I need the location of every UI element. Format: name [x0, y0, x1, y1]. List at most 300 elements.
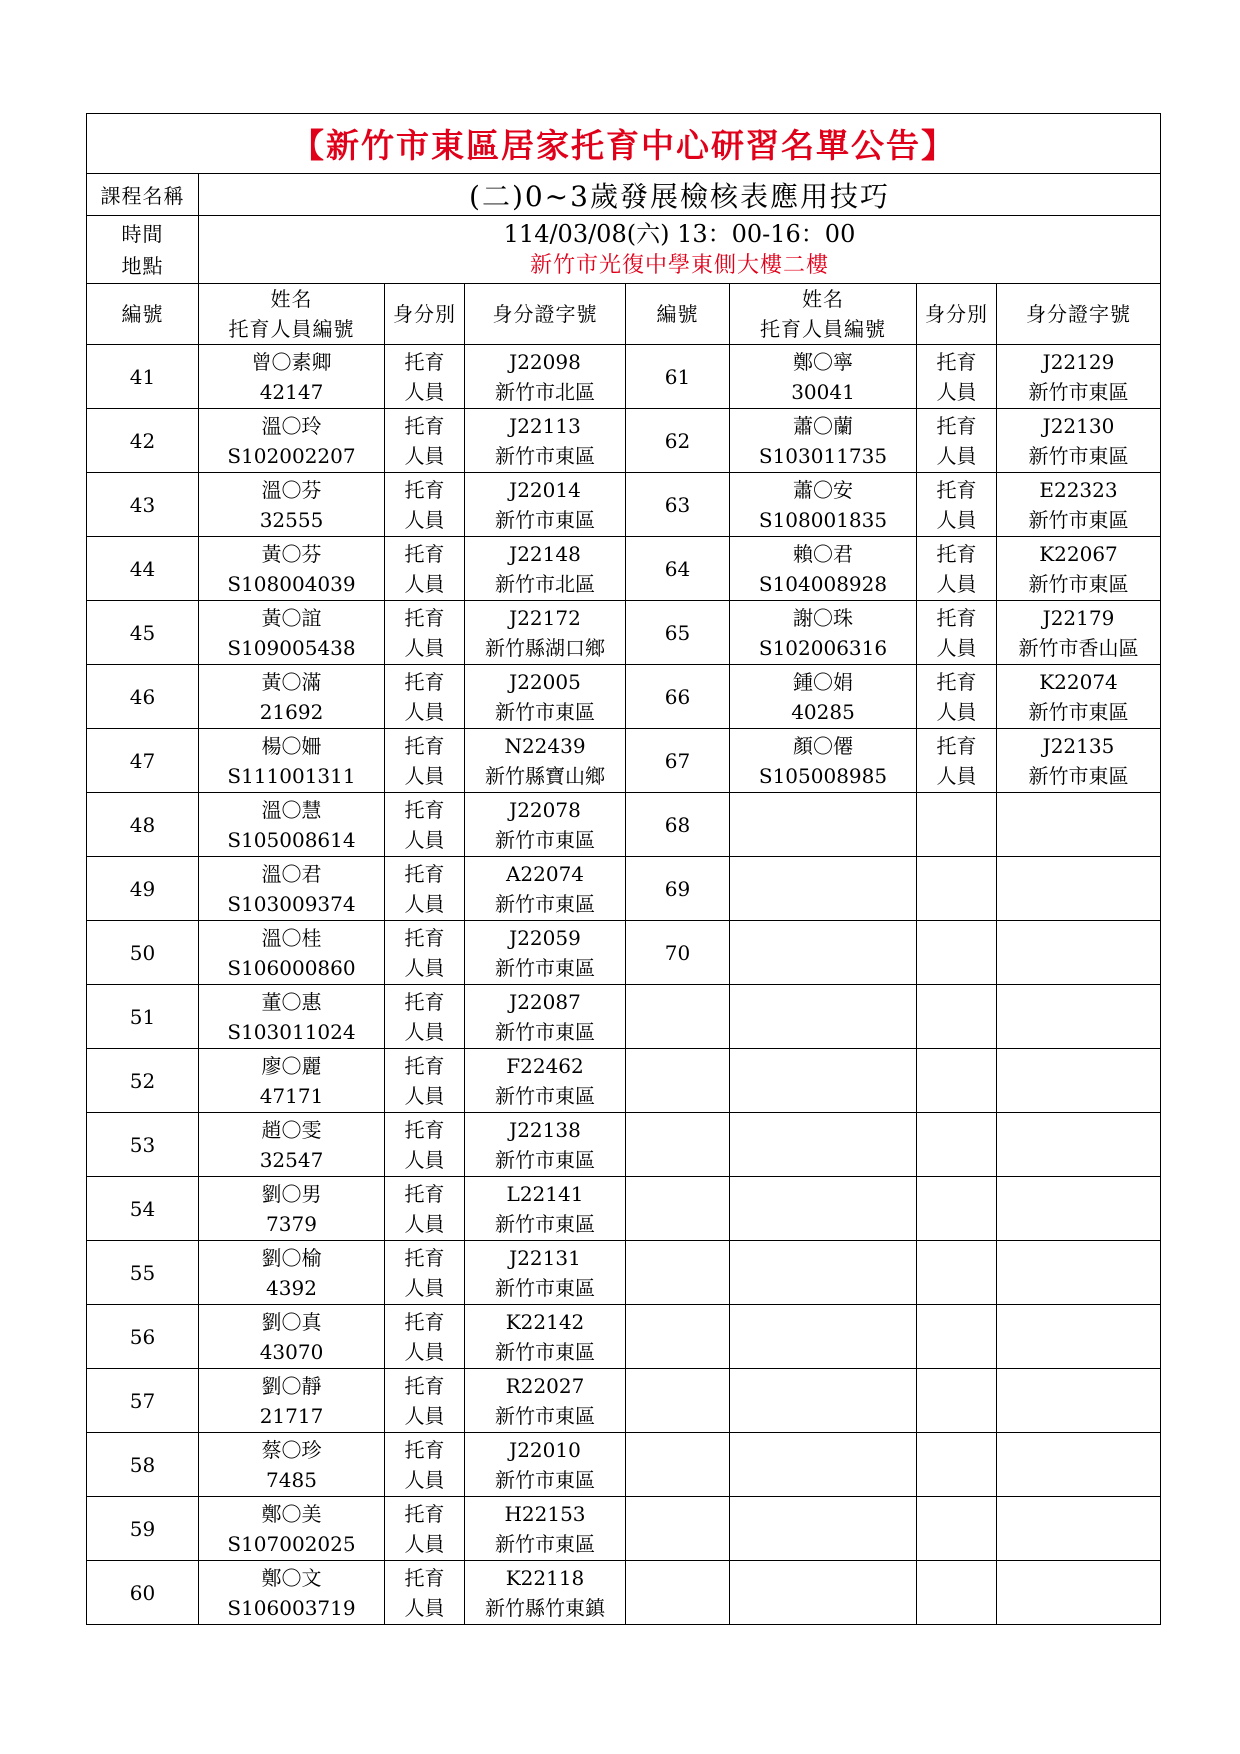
- entry-number: 69: [626, 857, 730, 921]
- entry-name: 廖〇麗: [261, 1053, 322, 1078]
- entry-role-cell: [385, 409, 465, 473]
- roster-table: [86, 113, 1161, 1625]
- entry-id-cell: [465, 1305, 626, 1369]
- entry-id-cell: [997, 921, 1161, 985]
- entry-id-code: J22005: [509, 669, 581, 694]
- entry-name-cell: [730, 1561, 917, 1625]
- entry-role-line1: 托育: [404, 413, 445, 438]
- time-place-label: [87, 216, 199, 284]
- entry-name-cell: [730, 985, 917, 1049]
- entry-name: 劉〇靜: [261, 1373, 322, 1398]
- entry-name-cell: [730, 409, 917, 473]
- entry-area: 新竹市東區: [495, 955, 595, 980]
- entry-area: 新竹市東區: [1028, 443, 1129, 468]
- entry-id-cell: [997, 1049, 1161, 1113]
- table-row: [87, 1241, 1161, 1305]
- entry-number: 52: [87, 1049, 199, 1113]
- entry-area: 新竹市東區: [495, 1275, 595, 1300]
- entry-id-code: J22129: [1042, 349, 1115, 374]
- entry-role-cell: [917, 1177, 997, 1241]
- entry-area: 新竹市北區: [495, 379, 595, 404]
- entry-number: 62: [626, 409, 730, 473]
- header-id-code-2: 身分證字號: [997, 284, 1161, 345]
- entry-name-cell: [730, 1241, 917, 1305]
- entry-role-line2: 人員: [404, 1403, 445, 1428]
- table-row: [87, 921, 1161, 985]
- entry-number: 50: [87, 921, 199, 985]
- entry-name-cell: [199, 921, 385, 985]
- entry-name-cell: [730, 921, 917, 985]
- entry-number: 68: [626, 793, 730, 857]
- entry-id-cell: [465, 409, 626, 473]
- entry-id-code: J22113: [509, 413, 581, 438]
- entry-number: 45: [87, 601, 199, 665]
- entry-name: 溫〇芬: [261, 477, 322, 502]
- entry-id-code: K22142: [505, 1309, 585, 1334]
- entry-id-code: J22010: [509, 1437, 581, 1462]
- entry-id-cell: [997, 1433, 1161, 1497]
- entry-name-cell: [199, 537, 385, 601]
- entry-name-cell: [199, 1433, 385, 1497]
- entry-id-code: E22323: [1039, 477, 1118, 502]
- entry-number: 42: [87, 409, 199, 473]
- entry-id-cell: [465, 665, 626, 729]
- entry-id-cell: [997, 1177, 1161, 1241]
- entry-role-cell: [917, 409, 997, 473]
- entry-id-cell: [465, 473, 626, 537]
- entry-caregiver-id: S103011024: [227, 1019, 356, 1044]
- entry-caregiver-id: 21692: [259, 699, 324, 724]
- entry-id-code: J22138: [509, 1117, 581, 1142]
- entry-area: 新竹市東區: [495, 891, 595, 916]
- entry-role-line1: 托育: [404, 861, 445, 886]
- entry-id-code: J22131: [509, 1245, 581, 1270]
- entry-role-cell: [385, 729, 465, 793]
- entry-name-cell: [199, 345, 385, 409]
- entry-role-cell: [385, 1177, 465, 1241]
- table-row: [87, 409, 1161, 473]
- time-place-value: [199, 216, 1161, 284]
- entry-name-cell: [199, 793, 385, 857]
- entry-number: 59: [87, 1497, 199, 1561]
- entry-name-cell: [199, 1369, 385, 1433]
- entry-id-cell: [997, 1113, 1161, 1177]
- place-label: 地點: [121, 253, 164, 278]
- entry-role-cell: [385, 665, 465, 729]
- course-name: (二)0~3歲發展檢核表應用技巧: [199, 174, 1161, 216]
- entry-number: 46: [87, 665, 199, 729]
- entry-role-line2: 人員: [936, 379, 977, 404]
- entry-id-cell: [465, 1497, 626, 1561]
- entry-id-cell: [997, 601, 1161, 665]
- entry-number: 56: [87, 1305, 199, 1369]
- entry-id-cell: [465, 537, 626, 601]
- entry-role-line1: 托育: [404, 1437, 445, 1462]
- entry-role-line2: 人員: [936, 763, 977, 788]
- entry-area: 新竹市東區: [495, 1147, 595, 1172]
- entry-role-line1: 托育: [936, 669, 977, 694]
- entry-name: 謝〇珠: [793, 605, 853, 630]
- entry-number: 48: [87, 793, 199, 857]
- entry-id-cell: [997, 1561, 1161, 1625]
- entry-name: 蕭〇蘭: [793, 413, 853, 438]
- header-name-label-2: 姓名: [802, 287, 844, 311]
- entry-name: 黃〇芬: [261, 541, 322, 566]
- entry-role-cell: [917, 985, 997, 1049]
- entry-area: 新竹市東區: [495, 699, 595, 724]
- entry-area: 新竹市東區: [1028, 507, 1129, 532]
- entry-role-cell: [917, 1241, 997, 1305]
- entry-number: 54: [87, 1177, 199, 1241]
- entry-role-line1: 托育: [404, 1053, 445, 1078]
- entry-name-cell: [199, 729, 385, 793]
- entry-id-cell: [465, 1561, 626, 1625]
- entry-role-cell: [385, 857, 465, 921]
- entry-number: 61: [626, 345, 730, 409]
- entry-role-line2: 人員: [404, 571, 445, 596]
- entry-caregiver-id: S108004039: [227, 571, 356, 596]
- entry-name-cell: [199, 857, 385, 921]
- entry-id-code: J22130: [1042, 413, 1115, 438]
- entry-id-code: R22027: [505, 1373, 585, 1398]
- entry-role-line1: 托育: [404, 1373, 445, 1398]
- entry-role-cell: [385, 921, 465, 985]
- entry-role-line2: 人員: [404, 443, 445, 468]
- header-caregiver-id: 托育人員編號: [228, 317, 355, 341]
- entry-id-cell: [465, 793, 626, 857]
- entry-role-cell: [917, 857, 997, 921]
- entry-number: 65: [626, 601, 730, 665]
- entry-caregiver-id: S104008928: [758, 571, 888, 596]
- entry-caregiver-id: S108001835: [758, 507, 888, 532]
- entry-role-line2: 人員: [404, 507, 445, 532]
- entry-role-cell: [385, 1433, 465, 1497]
- entry-role-line1: 托育: [936, 605, 977, 630]
- entry-caregiver-id: 47171: [259, 1083, 324, 1108]
- entry-role-line1: 托育: [404, 1501, 445, 1526]
- entry-id-code: J22059: [509, 925, 581, 950]
- entry-name-cell: [730, 473, 917, 537]
- entry-name: 顏〇僊: [793, 733, 853, 758]
- header-name-label: 姓名: [270, 287, 313, 311]
- header-role: 身分別: [385, 284, 465, 345]
- entry-name-cell: [730, 665, 917, 729]
- entry-name-cell: [730, 1497, 917, 1561]
- entry-role-cell: [385, 345, 465, 409]
- entry-area: 新竹市東區: [495, 1467, 595, 1492]
- entry-caregiver-id: S102002207: [227, 443, 356, 468]
- entry-id-code: K22074: [1039, 669, 1118, 694]
- entry-name: 賴〇君: [793, 541, 853, 566]
- entry-area: 新竹市北區: [495, 571, 595, 596]
- table-row: [87, 1561, 1161, 1625]
- entry-number: [626, 1305, 730, 1369]
- entry-area: 新竹市香山區: [1018, 635, 1139, 660]
- entry-area: 新竹市東區: [495, 443, 595, 468]
- entry-name: 黃〇滿: [261, 669, 322, 694]
- column-header-row: [87, 284, 1161, 345]
- entry-area: 新竹市東區: [1028, 379, 1129, 404]
- announcement-title: [87, 114, 1161, 174]
- entry-role-cell: [917, 601, 997, 665]
- entry-area: 新竹市東區: [495, 1019, 595, 1044]
- entry-area: 新竹縣寶山鄉: [485, 763, 605, 788]
- entry-name: 黃〇誼: [261, 605, 322, 630]
- entry-name-cell: [730, 1113, 917, 1177]
- entry-name-cell: [730, 345, 917, 409]
- entry-number: 67: [626, 729, 730, 793]
- entry-caregiver-id: 40285: [791, 699, 855, 724]
- table-row: [87, 665, 1161, 729]
- entry-name-cell: [199, 1241, 385, 1305]
- entry-caregiver-id: S105008614: [227, 827, 356, 852]
- entry-role-cell: [385, 1113, 465, 1177]
- entry-id-cell: [465, 345, 626, 409]
- entry-role-cell: [385, 1561, 465, 1625]
- entry-id-code: K22118: [505, 1565, 585, 1590]
- entry-name-cell: [730, 1177, 917, 1241]
- entry-role-line1: 托育: [404, 541, 445, 566]
- entry-role-cell: [917, 1305, 997, 1369]
- entry-id-cell: [997, 537, 1161, 601]
- entry-number: [626, 1433, 730, 1497]
- entry-number: 51: [87, 985, 199, 1049]
- entry-role-line1: 托育: [404, 605, 445, 630]
- entry-id-cell: [997, 729, 1161, 793]
- header-id-code: 身分證字號: [465, 284, 626, 345]
- entry-caregiver-id: S106003719: [227, 1595, 356, 1620]
- table-row: [87, 1497, 1161, 1561]
- entry-role-cell: [385, 1305, 465, 1369]
- entry-role-line2: 人員: [936, 635, 977, 660]
- entry-id-code: J22135: [1042, 733, 1115, 758]
- entry-id-cell: [465, 1369, 626, 1433]
- entry-caregiver-id: 32547: [259, 1147, 324, 1172]
- title-text: 【新竹市東區居家托育中心研習名單公告】: [291, 126, 956, 165]
- table-row: [87, 345, 1161, 409]
- entry-id-cell: [465, 1241, 626, 1305]
- entry-id-cell: [997, 665, 1161, 729]
- entry-id-cell: [997, 473, 1161, 537]
- entry-caregiver-id: S109005438: [227, 635, 356, 660]
- header-num: 編號: [87, 284, 199, 345]
- entry-role-cell: [385, 601, 465, 665]
- entry-caregiver-id: 32555: [259, 507, 324, 532]
- entry-role-line1: 托育: [936, 349, 977, 374]
- entry-role-cell: [385, 1497, 465, 1561]
- entry-role-cell: [385, 537, 465, 601]
- entry-role-line1: 托育: [404, 1245, 445, 1270]
- table-row: [87, 1049, 1161, 1113]
- time-label: 時間: [121, 221, 164, 246]
- entry-caregiver-id: S107002025: [227, 1531, 356, 1556]
- entry-number: [626, 1177, 730, 1241]
- time-value: 114/03/08(六) 13：00-16：00: [503, 219, 856, 248]
- entry-id-code: J22179: [1042, 605, 1115, 630]
- entry-role-cell: [917, 1049, 997, 1113]
- entry-id-cell: [997, 1241, 1161, 1305]
- entry-name-cell: [730, 601, 917, 665]
- entry-id-cell: [997, 345, 1161, 409]
- entry-id-cell: [997, 1305, 1161, 1369]
- entry-name: 蕭〇安: [793, 477, 853, 502]
- entry-area: 新竹市東區: [1028, 571, 1129, 596]
- entry-number: 43: [87, 473, 199, 537]
- entry-name-cell: [730, 1305, 917, 1369]
- entry-role-line2: 人員: [404, 1147, 445, 1172]
- entry-role-line2: 人員: [936, 699, 977, 724]
- entry-name-cell: [199, 1497, 385, 1561]
- entry-role-line2: 人員: [404, 1531, 445, 1556]
- entry-caregiver-id: S103009374: [227, 891, 356, 916]
- entry-name-cell: [730, 1049, 917, 1113]
- table-row: [87, 473, 1161, 537]
- entry-role-line1: 托育: [404, 733, 445, 758]
- entry-role-line1: 托育: [404, 797, 445, 822]
- entry-role-line2: 人員: [404, 1595, 445, 1620]
- entry-name: 鄭〇寧: [793, 349, 853, 374]
- entry-area: 新竹市東區: [495, 507, 595, 532]
- entry-role-cell: [917, 345, 997, 409]
- entry-id-code: H22153: [504, 1501, 586, 1526]
- entry-name-cell: [199, 985, 385, 1049]
- entry-id-code: F22462: [506, 1053, 584, 1078]
- entry-number: 57: [87, 1369, 199, 1433]
- entry-role-line2: 人員: [404, 1339, 445, 1364]
- entry-caregiver-id: S106000860: [227, 955, 356, 980]
- entry-id-code: N22439: [504, 733, 586, 758]
- entry-number: [626, 985, 730, 1049]
- entry-number: 47: [87, 729, 199, 793]
- entry-role-line2: 人員: [936, 443, 977, 468]
- entry-caregiver-id: 7485: [266, 1467, 317, 1492]
- entry-role-line2: 人員: [404, 635, 445, 660]
- entry-name: 鄭〇文: [261, 1565, 322, 1590]
- entry-role-line1: 托育: [936, 413, 977, 438]
- entry-name-cell: [199, 1049, 385, 1113]
- entry-name: 趙〇雯: [261, 1117, 322, 1142]
- entry-role-cell: [917, 1497, 997, 1561]
- table-row: [87, 1305, 1161, 1369]
- entry-name-cell: [199, 665, 385, 729]
- entry-area: 新竹市東區: [495, 1083, 595, 1108]
- header-caregiver-id-2: 托育人員編號: [760, 317, 886, 341]
- entry-number: 53: [87, 1113, 199, 1177]
- entry-role-cell: [385, 473, 465, 537]
- entry-number: [626, 1497, 730, 1561]
- entry-role-line1: 托育: [404, 1309, 445, 1334]
- entry-id-code: A22074: [505, 861, 585, 886]
- entry-role-line2: 人員: [404, 763, 445, 788]
- entry-caregiver-id: S102006316: [758, 635, 888, 660]
- table-row: [87, 1433, 1161, 1497]
- entry-role-line1: 托育: [404, 1181, 445, 1206]
- entry-id-cell: [997, 857, 1161, 921]
- entry-id-cell: [997, 409, 1161, 473]
- entry-role-line2: 人員: [404, 1019, 445, 1044]
- entry-name: 溫〇玲: [261, 413, 322, 438]
- entry-id-cell: [465, 857, 626, 921]
- entry-name-cell: [730, 1369, 917, 1433]
- entry-role-line2: 人員: [404, 1211, 445, 1236]
- entry-number: 55: [87, 1241, 199, 1305]
- entry-role-cell: [917, 665, 997, 729]
- entry-number: [626, 1561, 730, 1625]
- entry-caregiver-id: S103011735: [758, 443, 888, 468]
- entry-name: 溫〇君: [261, 861, 322, 886]
- entry-role-cell: [917, 1433, 997, 1497]
- entry-caregiver-id: 7379: [266, 1211, 317, 1236]
- entry-id-cell: [997, 1497, 1161, 1561]
- entry-id-code: J22014: [509, 477, 581, 502]
- entry-id-cell: [465, 1113, 626, 1177]
- entry-role-line1: 托育: [936, 733, 977, 758]
- course-label: 課程名稱: [87, 174, 199, 216]
- entry-number: 41: [87, 345, 199, 409]
- entry-name: 劉〇男: [261, 1181, 322, 1206]
- entry-name-cell: [730, 793, 917, 857]
- entry-caregiver-id: 21717: [259, 1403, 324, 1428]
- entry-id-code: J22078: [509, 797, 581, 822]
- entry-name: 蔡〇珍: [261, 1437, 322, 1462]
- entry-role-cell: [385, 1049, 465, 1113]
- entry-role-line2: 人員: [404, 379, 445, 404]
- entry-id-code: K22067: [1039, 541, 1118, 566]
- entry-id-cell: [997, 985, 1161, 1049]
- entry-area: 新竹市東區: [1028, 699, 1129, 724]
- entry-role-line1: 托育: [404, 477, 445, 502]
- entry-caregiver-id: S105008985: [758, 763, 888, 788]
- entry-name-cell: [199, 1113, 385, 1177]
- entry-id-cell: [465, 601, 626, 665]
- entry-area: 新竹縣竹東鎮: [485, 1595, 605, 1620]
- entry-area: 新竹市東區: [1028, 763, 1129, 788]
- entry-caregiver-id: 4392: [266, 1275, 317, 1300]
- entry-id-cell: [465, 1049, 626, 1113]
- entry-name: 溫〇慧: [261, 797, 322, 822]
- entry-area: 新竹縣湖口鄉: [485, 635, 605, 660]
- entry-role-cell: [385, 985, 465, 1049]
- entry-name-cell: [199, 601, 385, 665]
- entry-name: 董〇惠: [261, 989, 322, 1014]
- entry-role-line1: 托育: [404, 989, 445, 1014]
- entry-role-line1: 托育: [404, 1565, 445, 1590]
- entry-id-code: L22141: [506, 1181, 584, 1206]
- entry-name-cell: [730, 729, 917, 793]
- entry-role-cell: [917, 1561, 997, 1625]
- entry-role-cell: [385, 1369, 465, 1433]
- entry-number: 64: [626, 537, 730, 601]
- entry-role-line2: 人員: [936, 507, 977, 532]
- entry-id-code: J22172: [509, 605, 581, 630]
- entry-id-code: J22148: [509, 541, 581, 566]
- entry-name: 劉〇榆: [261, 1245, 322, 1270]
- header-name: [199, 284, 385, 345]
- entry-number: [626, 1241, 730, 1305]
- entry-number: 66: [626, 665, 730, 729]
- entry-role-line1: 托育: [936, 541, 977, 566]
- entry-id-cell: [465, 729, 626, 793]
- entry-name: 溫〇桂: [261, 925, 322, 950]
- entry-id-cell: [465, 1433, 626, 1497]
- entry-number: 44: [87, 537, 199, 601]
- entry-role-cell: [917, 537, 997, 601]
- entry-role-line1: 托育: [404, 1117, 445, 1142]
- table-row: [87, 857, 1161, 921]
- entry-area: 新竹市東區: [495, 1531, 595, 1556]
- entry-role-cell: [917, 729, 997, 793]
- entry-role-line2: 人員: [404, 1083, 445, 1108]
